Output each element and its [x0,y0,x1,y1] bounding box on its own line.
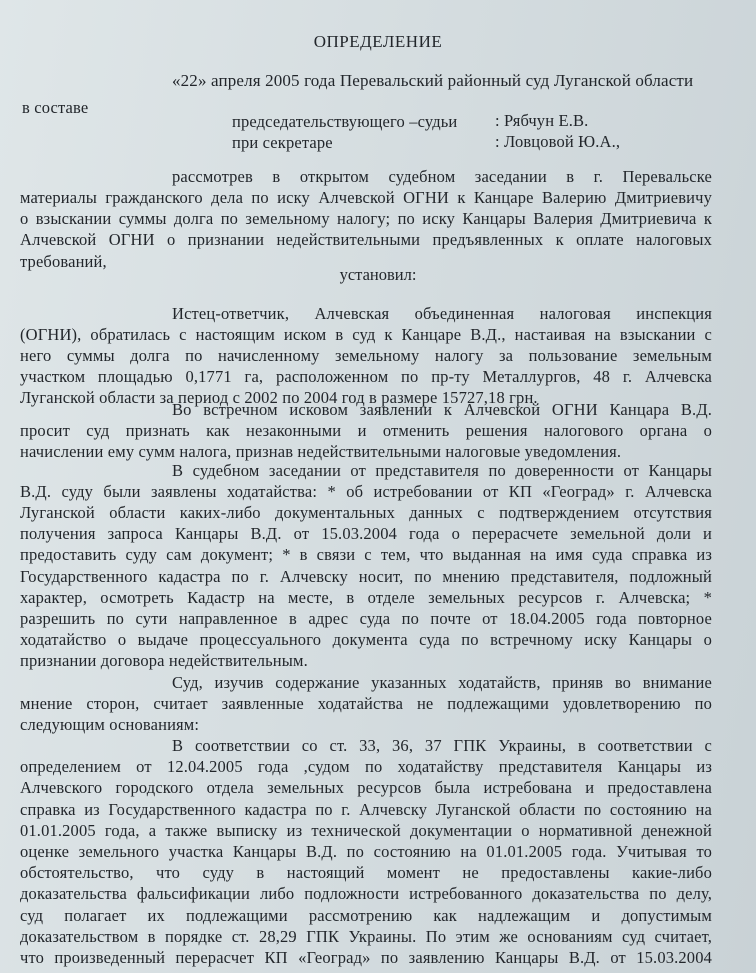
p5-line: 01.01.2005 года, а также выписку из технической документации о нормативной денежной [20,820,712,840]
p3-line: Государственного кадастра по г. Алчевску носит, по мнению представителя, подложный [20,566,712,586]
p5-line: доказательства фальсификации либо подложности истребованного доказательства по делу, [20,884,712,904]
date-line: «22» апреля 2005 года Перевальский районный суд Луганской области [172,71,694,91]
p3-line: ходатайство о выдаче процессуального документа суда по встречному иску Канцары о [20,630,712,650]
p2-line: Во встречном исковом заявлении к Алчевской ОГНИ Канцара В.Д. [172,399,712,419]
p5-line: что произведенный перерасчет КП «Геоград» по заявлению Канцары В.Д. от 15.03.2004 [20,948,712,967]
p2-line: начислении ему сумм налога, признав недействительными налоговые уведомления. [20,442,622,462]
p1-line: участком площадью 0,1771 га, расположенном по пр-ту Металлургов, 48 г. Алчевска [20,367,712,387]
p3-line: Луганской области каких-либо документальных данных с подтверждением отсутствия [20,503,712,522]
p3-line: В.Д. суду были заявлены ходатайства: * об истребовании от КП «Геоград» г. Алчевска [20,481,712,501]
established-heading: установил: [339,265,417,285]
intro-line: Алчевской ОГНИ о признании недействительными предъявленных к оплате налоговых [20,230,712,250]
p4-line: следующим основаниям: [20,714,200,734]
p5-line: оценке земельного участка Канцары В.Д. по состоянию на 01.01.2005 года. Учитывая то [20,842,712,862]
composition-label: в составе [22,98,89,118]
p5-line: Алчевского городского отдела земельных ресурсов была истребована и предоставлена [20,778,712,798]
p3-line: В судебном заседании от представителя по доверенности от Канцары [172,460,712,480]
p3-line: предоставить суду сам документ; * в связи с тем, что выданная на имя суда справка из [20,545,712,565]
presiding-label: председательствующего –судьи [232,111,458,131]
p2-line: просит суд признать как незаконными и отменить решения налогового органа о [20,421,712,441]
intro-line: о взыскании суммы долга по земельному налогу; по иску Канцары Валерия Дмитриевича к [20,209,712,229]
p3-line: характер, осмотреть Кадастр на месте, в отделе земельных ресурсов г. Алчевска; * [20,587,712,607]
p5-line: обстоятельство, что суду в настоящий момент не предоставлены какие-либо [20,863,712,883]
p1-line: (ОГНИ), обратилась с настоящим иском в суд к Канцаре В.Д., настаивая на взыскании с [20,324,712,344]
p5-line: суд полагает их подлежащими рассмотрению как надлежащим и допустимым [20,905,712,925]
p3-line: разрешить по сути направленное в адрес суда по почте от 18.04.2005 года повторное [20,608,712,628]
p5-line: справка из Государственного кадастра по г. Алчевску Луганской области по состоянию на [20,799,712,819]
p5-line: доказательством в порядке ст. 28,29 ГПК Украины. По этим же основаниям суд считает, [20,926,712,946]
intro-line: материалы гражданского дела по иску Алчевской ОГНИ к Канцаре Валерию Дмитриевичу [20,188,712,208]
p5-line: В соответствии со ст. 33, 36, 37 ГПК Украины, в соответствии с [172,736,712,756]
presiding-name: : Рябчун Е.В. [495,110,589,130]
intro-line: рассмотрев в открытом судебном заседании в г. Перевальске [172,166,712,186]
p3-line: признании договора недействительным. [20,651,308,671]
p3-line: получения запроса Канцары В.Д. от 15.03.2004 года о перерасчете земельной доли и [20,524,712,544]
p4-line: мнение сторон, считает заявленные ходатайства не подлежащими удовлетворению по [20,693,712,713]
p1-line: Истец-ответчик, Алчевская объединенная налоговая инспекция [172,303,712,323]
intro-line: требований, [20,251,107,271]
p4-line: Суд, изучив содержание указанных ходатайств, приняв во внимание [172,672,712,692]
p1-line: него суммы долга по начисленному земельному налогу за пользование земельным [20,346,712,365]
p5-line: определением от 12.04.2005 года ,судом по ходатайству представителя Канцары из [20,757,712,777]
secretary-label: при секретаре [232,133,333,153]
secretary-name: : Ловцовой Ю.А., [495,132,621,152]
document-title: ОПРЕДЕЛЕНИЕ [313,32,443,51]
p1-line: Луганской области за период с 2002 по 2004 год в размере 15727,18 грн. [20,388,538,408]
